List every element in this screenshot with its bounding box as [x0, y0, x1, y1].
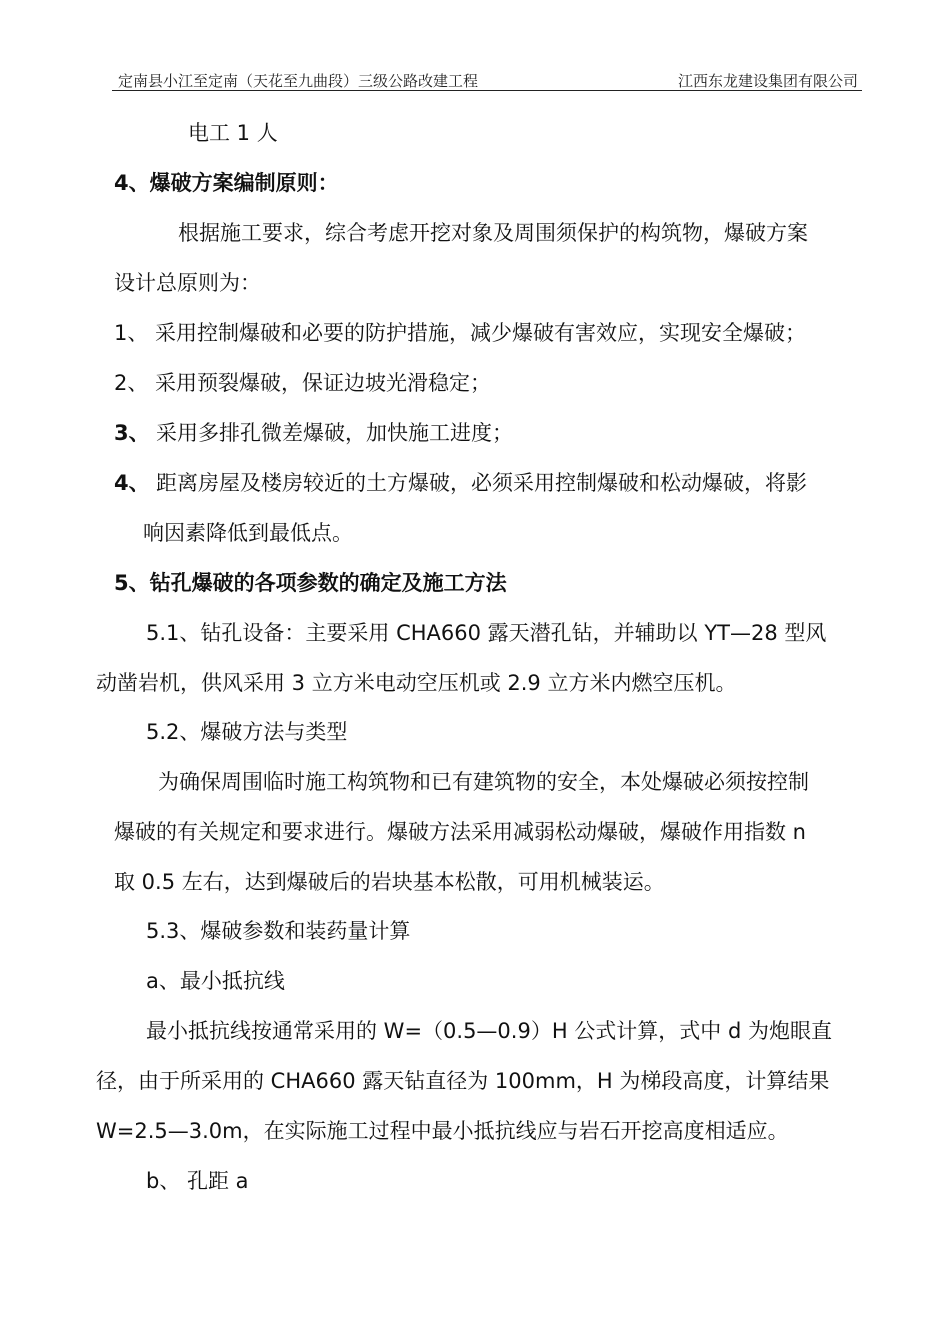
list-item: 2、 采用预裂爆破，保证边坡光滑稳定；: [114, 371, 492, 395]
list-item: 距离房屋及楼房较近的土方爆破，必须采用控制爆破和松动爆破，将影: [156, 471, 807, 495]
paragraph-line: 取 0.5 左右，达到爆破后的岩块基本松散，可用机械装运。: [114, 870, 665, 894]
page-header: [112, 68, 862, 91]
text-line: 电工 1 人: [188, 121, 278, 145]
list-item: 1、 采用控制爆破和必要的防护措施，减少爆破有害效应，实现安全爆破；: [114, 321, 807, 345]
header-project-title: 定南县小江至定南（天花至九曲段）三级公路改建工程: [118, 72, 479, 90]
list-item: 采用多排孔微差爆破，加快施工进度；: [156, 421, 513, 445]
item-heading: b、 孔距 a: [146, 1169, 249, 1193]
paragraph-line: 设计总原则为：: [114, 271, 261, 295]
subsection-heading: 5.3、爆破参数和装药量计算: [146, 919, 411, 943]
paragraph-line: 根据施工要求，综合考虑开挖对象及周围须保护的构筑物，爆破方案: [178, 221, 808, 245]
paragraph-line: 为确保周围临时施工构筑物和已有建筑物的安全，本处爆破必须按控制: [158, 770, 809, 794]
subsection-heading: 5.2、爆破方法与类型: [146, 720, 348, 744]
paragraph-line: 最小抵抗线按通常采用的 W=（0.5—0.9）H 公式计算，式中 d 为炮眼直: [146, 1019, 832, 1043]
section-heading: 5、钻孔爆破的各项参数的确定及施工方法: [114, 571, 507, 595]
header-company-name: 江西东龙建设集团有限公司: [677, 72, 858, 90]
list-number: 4、: [114, 471, 150, 495]
item-heading: a、最小抵抗线: [146, 969, 285, 993]
paragraph-line: 动凿岩机，供风采用 3 立方米电动空压机或 2.9 立方米内燃空压机。: [96, 671, 737, 695]
list-item-continuation: 响因素降低到最低点。: [143, 521, 353, 545]
section-heading: 4、爆破方案编制原则：: [114, 171, 339, 195]
list-number: 3、: [114, 421, 150, 445]
paragraph-line: 爆破的有关规定和要求进行。爆破方法采用减弱松动爆破，爆破作用指数 n: [114, 820, 806, 844]
paragraph-line: 径，由于所采用的 CHA660 露天钻直径为 100mm，H 为梯段高度，计算结果: [96, 1069, 830, 1093]
paragraph-line: W=2.5—3.0m，在实际施工过程中最小抵抗线应与岩石开挖高度相适应。: [96, 1119, 789, 1143]
paragraph-line: 5.1、钻孔设备：主要采用 CHA660 露天潜孔钻，并辅助以 YT—28 型风: [146, 621, 827, 645]
